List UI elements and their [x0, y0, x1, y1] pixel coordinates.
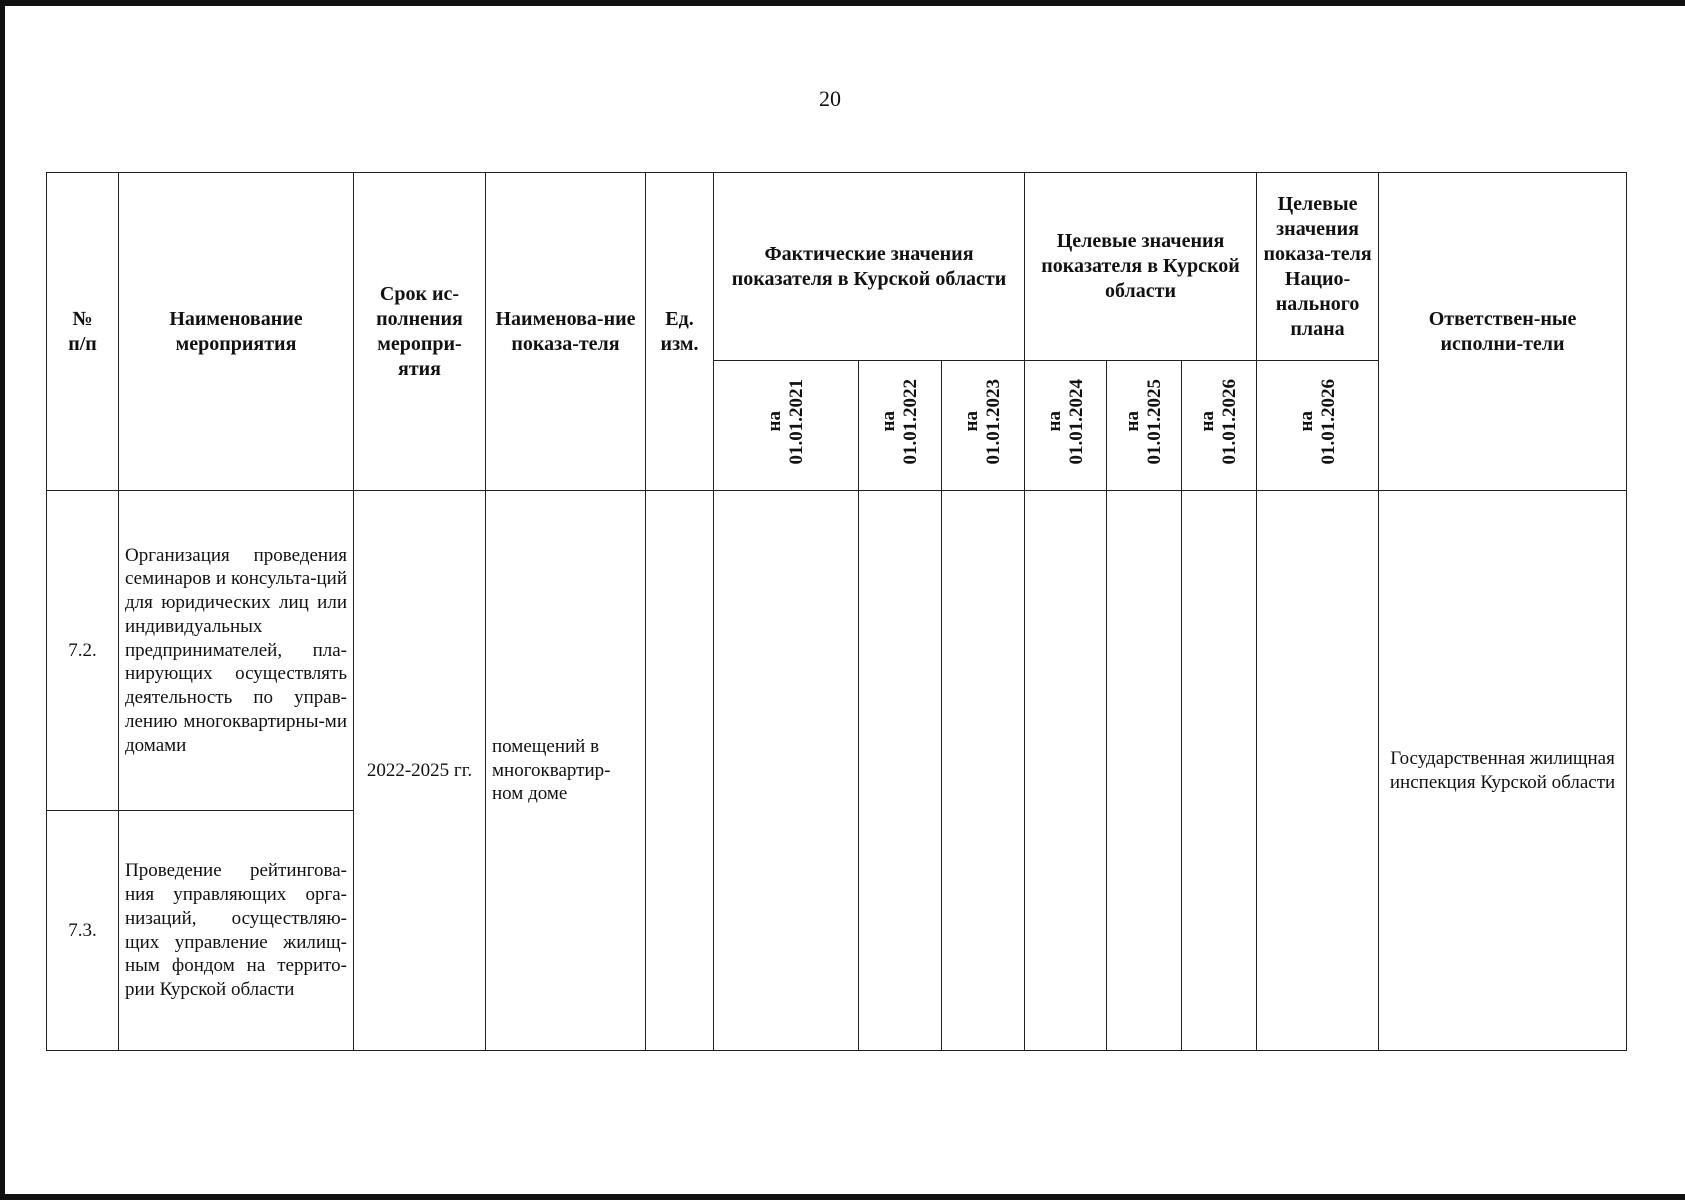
- responsible-executor: Государственная жилищная инспекция Курской области: [1379, 491, 1627, 1051]
- subheader-date-2023: на 01.01.2023: [942, 361, 1025, 491]
- measure-name: Проведение рейтингова-ния управляющих орга-низаций, осуществляю-щих управление жилищ-ным фондом на террито-рии Курской области: [119, 811, 354, 1051]
- subheader-date-2022: на 01.01.2022: [859, 361, 942, 491]
- header-target-values: Целевые значения показателя в Курской области: [1025, 173, 1257, 361]
- execution-term: 2022-2025 гг.: [354, 491, 486, 1051]
- value-cell: [942, 491, 1025, 1051]
- indicator-name: помещений в многоквартир-ном доме: [486, 491, 646, 1051]
- subheader-date-2026-target: на 01.01.2026: [1182, 361, 1257, 491]
- value-cell: [1107, 491, 1182, 1051]
- header-responsible: Ответствен-ные исполни-тели: [1379, 173, 1627, 491]
- measure-name: Организация проведения семинаров и консульта-ций для юридических лиц или индивидуальных предпринимателей, пла-нирующих осуществлять деятельность по управ-лению многоквартирны-ми домами: [119, 491, 354, 811]
- header-unit: Ед. изм.: [646, 173, 714, 491]
- subheader-date-2025: на 01.01.2025: [1107, 361, 1182, 491]
- row-number: 7.2.: [47, 491, 119, 811]
- table-row: [47, 491, 1627, 811]
- value-cell: [859, 491, 942, 1051]
- header-term: Срок ис-полнения меропри-ятия: [354, 173, 486, 491]
- value-cell: [714, 491, 859, 1051]
- value-cell: [1025, 491, 1107, 1051]
- subheader-date-2021: на 01.01.2021: [714, 361, 859, 491]
- header-national-plan: Целевые значения показа-теля Нацио-нального плана: [1257, 173, 1379, 361]
- measures-table: [46, 172, 1627, 1051]
- header-row: [47, 173, 1627, 361]
- header-indicator: Наименова-ние показа-теля: [486, 173, 646, 491]
- value-cell: [1257, 491, 1379, 1051]
- unit-cell: [646, 491, 714, 1051]
- row-number: 7.3.: [47, 811, 119, 1051]
- value-cell: [1182, 491, 1257, 1051]
- subheader-date-2024: на 01.01.2024: [1025, 361, 1107, 491]
- header-num: № п/п: [47, 173, 119, 491]
- page-number: 20: [819, 86, 841, 111]
- subheader-date-2026-national: на 01.01.2026: [1257, 361, 1379, 491]
- header-actual-values: Фактические значения показателя в Курской области: [714, 173, 1025, 361]
- header-name: Наименование мероприятия: [119, 173, 354, 491]
